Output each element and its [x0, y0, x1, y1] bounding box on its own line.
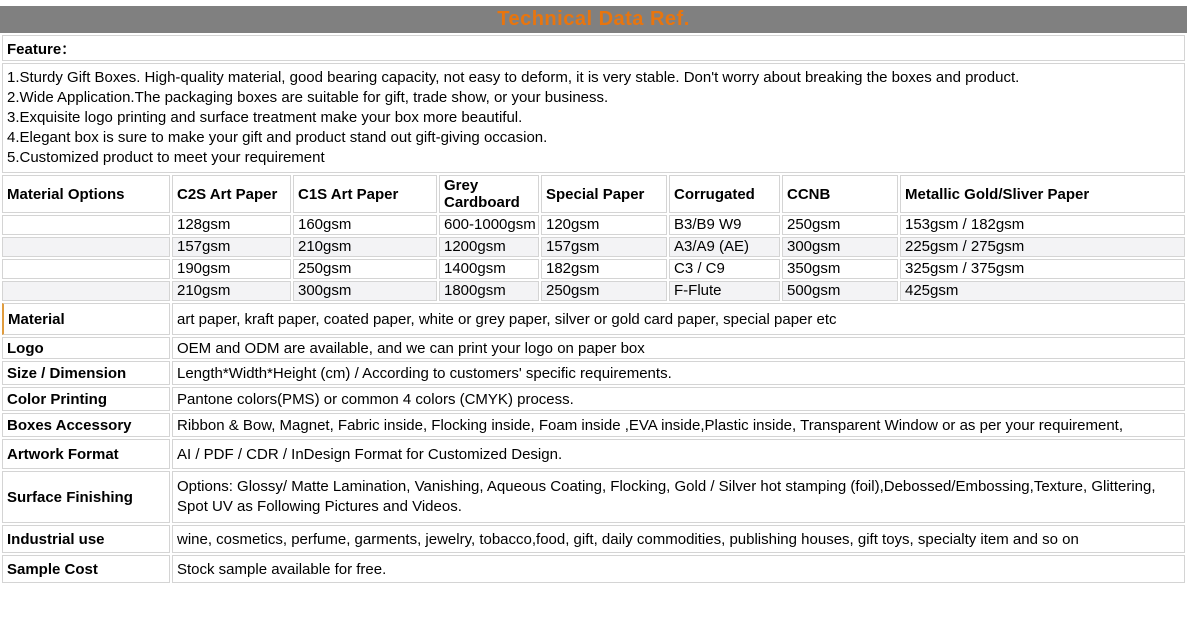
- spec-value: Stock sample available for free.: [172, 555, 1185, 583]
- grid-cell: [2, 237, 170, 257]
- title-bar: [0, 6, 1187, 33]
- grid-cell: 325gsm / 375gsm: [900, 259, 1185, 279]
- grid-cell: B3/B9 W9: [669, 215, 780, 235]
- grid-cell: 153gsm / 182gsm: [900, 215, 1185, 235]
- header-cell-c2s: C2S Art Paper: [172, 175, 291, 213]
- spec-value: AI / PDF / CDR / InDesign Format for Customized Design.: [172, 439, 1185, 469]
- grid-cell: 182gsm: [541, 259, 667, 279]
- grid-cell: 250gsm: [293, 259, 437, 279]
- grid-cell: 120gsm: [541, 215, 667, 235]
- grid-cell: 300gsm: [782, 237, 898, 257]
- spec-value: Ribbon & Bow, Magnet, Fabric inside, Flocking inside, Foam inside ,EVA inside,Plastic inside, Transparent Window or as per your requirement,: [172, 413, 1185, 437]
- page-title: Technical Data Ref.: [497, 8, 690, 30]
- feature-heading-row: [2, 35, 1185, 61]
- header-cell-corrugated: Corrugated: [669, 175, 780, 213]
- grid-cell: 225gsm / 275gsm: [900, 237, 1185, 257]
- spec-row-material: [2, 303, 1185, 335]
- grid-cell: 600-1000gsm: [439, 215, 539, 235]
- grid-cell: 210gsm: [172, 281, 291, 301]
- feature-item: 3.Exquisite logo printing and surface treatment make your box more beautiful.: [7, 109, 523, 126]
- materials-data-row: [2, 237, 1185, 257]
- feature-item: 2.Wide Application.The packaging boxes are suitable for gift, trade show, or your business.: [7, 89, 609, 106]
- materials-data-row: [2, 259, 1185, 279]
- spec-label: Sample Cost: [2, 555, 170, 583]
- materials-data-row: [2, 215, 1185, 235]
- materials-header-row: [2, 175, 1185, 213]
- spec-sheet-table: [0, 33, 1187, 585]
- spec-label: Material: [2, 303, 170, 335]
- spec-value: Pantone colors(PMS) or common 4 colors (CMYK) process.: [172, 387, 1185, 411]
- grid-cell: 160gsm: [293, 215, 437, 235]
- spec-value: art paper, kraft paper, coated paper, white or grey paper, silver or gold card paper, special paper etc: [172, 303, 1185, 335]
- grid-cell: 190gsm: [172, 259, 291, 279]
- grid-cell: 1800gsm: [439, 281, 539, 301]
- grid-cell: [2, 259, 170, 279]
- header-cell-ccnb: CCNB: [782, 175, 898, 213]
- spec-row-size-dimension: [2, 361, 1185, 385]
- feature-list-row: [2, 63, 1185, 173]
- grid-cell: 210gsm: [293, 237, 437, 257]
- materials-data-row: [2, 281, 1185, 301]
- grid-cell: F-Flute: [669, 281, 780, 301]
- spec-label: Color Printing: [2, 387, 170, 411]
- feature-heading: Feature：: [2, 35, 1185, 61]
- spec-label: Logo: [2, 337, 170, 359]
- grid-cell: 1200gsm: [439, 237, 539, 257]
- grid-cell: 1400gsm: [439, 259, 539, 279]
- spec-row-sample-cost: [2, 555, 1185, 583]
- grid-cell: 250gsm: [782, 215, 898, 235]
- grid-cell: 425gsm: [900, 281, 1185, 301]
- header-cell-grey-cardboard: Grey Cardboard: [439, 175, 539, 213]
- spec-value: wine, cosmetics, perfume, garments, jewelry, tobacco,food, gift, daily commodities, publishing houses, gift toys, specialty item and so on: [172, 525, 1185, 553]
- spec-row-artwork-format: [2, 439, 1185, 469]
- grid-cell: 128gsm: [172, 215, 291, 235]
- header-cell-special-paper: Special Paper: [541, 175, 667, 213]
- header-cell-material-options: Material Options: [2, 175, 170, 213]
- feature-list: [2, 63, 1185, 173]
- grid-cell: A3/A9 (AE): [669, 237, 780, 257]
- spec-row-surface-finishing: [2, 471, 1185, 523]
- grid-cell: [2, 215, 170, 235]
- header-cell-c1s: C1S Art Paper: [293, 175, 437, 213]
- spec-label: Surface Finishing: [2, 471, 170, 523]
- spec-value: Options: Glossy/ Matte Lamination, Vanishing, Aqueous Coating, Flocking, Gold / Silver hot stamping (foil),Debossed/Embossing,Texture, Glittering, Spot UV as Following Pictures and Videos.: [172, 471, 1185, 523]
- spec-label: Artwork Format: [2, 439, 170, 469]
- spec-row-logo: [2, 337, 1185, 359]
- header-cell-metallic: Metallic Gold/Sliver Paper: [900, 175, 1185, 213]
- grid-cell: 300gsm: [293, 281, 437, 301]
- spec-value: OEM and ODM are available, and we can print your logo on paper box: [172, 337, 1185, 359]
- grid-cell: 157gsm: [541, 237, 667, 257]
- feature-item: 1.Sturdy Gift Boxes. High-quality material, good bearing capacity, not easy to deform, it is very stable. Don't worry about breaking the boxes and product.: [7, 69, 1020, 86]
- spec-label: Boxes Accessory: [2, 413, 170, 437]
- grid-cell: 350gsm: [782, 259, 898, 279]
- grid-cell: [2, 281, 170, 301]
- grid-cell: 250gsm: [541, 281, 667, 301]
- grid-cell: 157gsm: [172, 237, 291, 257]
- spec-row-color-printing: [2, 387, 1185, 411]
- spec-value: Length*Width*Height (cm) / According to customers' specific requirements.: [172, 361, 1185, 385]
- grid-cell: 500gsm: [782, 281, 898, 301]
- feature-item: 5.Customized product to meet your requirement: [7, 149, 325, 166]
- spec-label: Industrial use: [2, 525, 170, 553]
- grid-cell: C3 / C9: [669, 259, 780, 279]
- spec-label: Size / Dimension: [2, 361, 170, 385]
- spec-row-boxes-accessory: [2, 413, 1185, 437]
- feature-item: 4.Elegant box is sure to make your gift and product stand out gift-giving occasion.: [7, 129, 548, 146]
- spec-row-industrial-use: [2, 525, 1185, 553]
